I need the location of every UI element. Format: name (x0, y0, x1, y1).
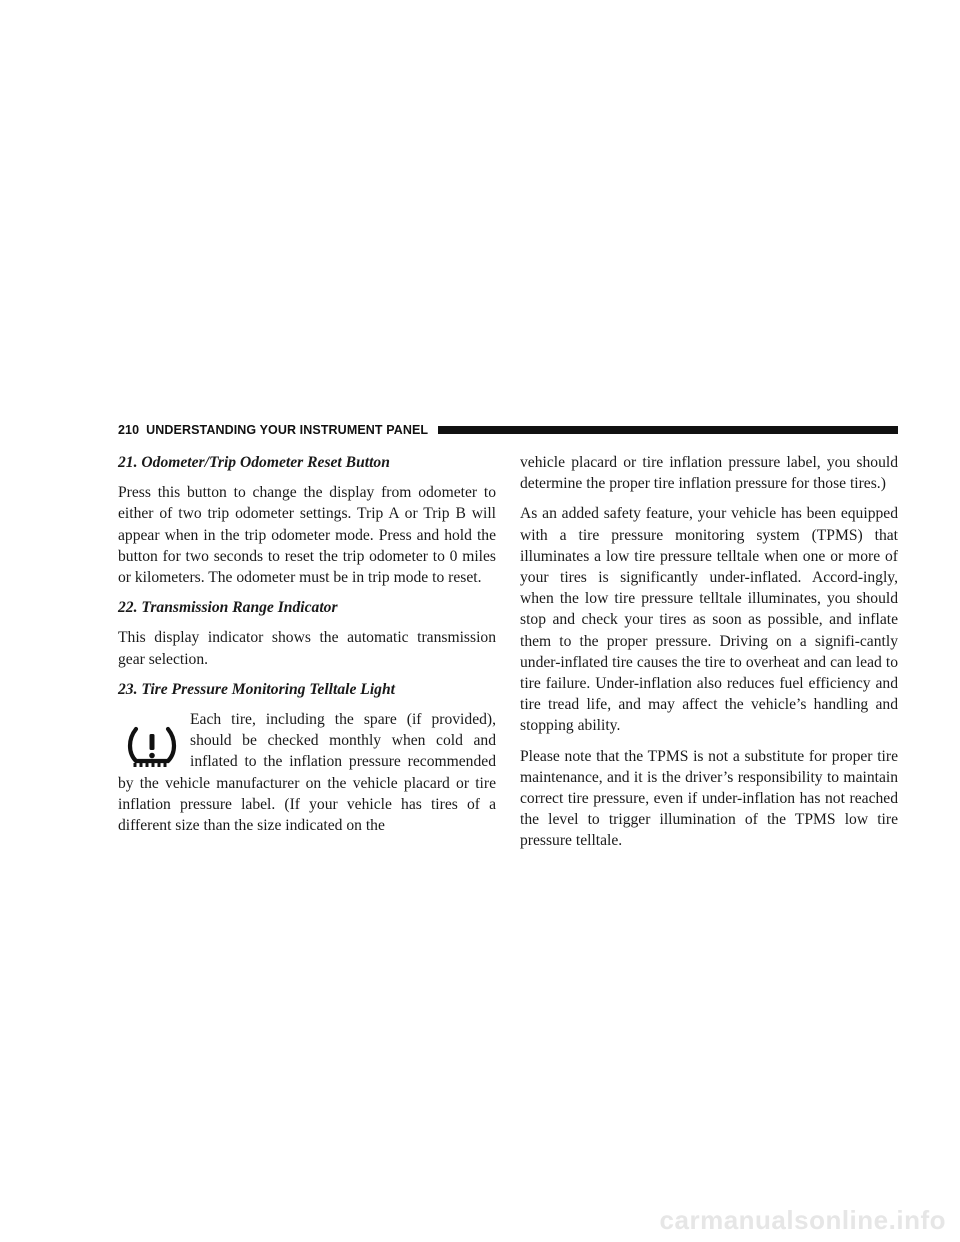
item-23-heading: 23. Tire Pressure Monitoring Telltale Light (118, 680, 395, 698)
tire-pressure-warning-icon (124, 721, 180, 771)
item-23-body: Each tire, including the spare (if provided), should be checked monthly when cold and inflated to the inflation pressure recommended by the vehicle manufacturer on the vehicle placard or tire inflation pressure label. (If your vehicle has tires of a different size than the size indicated on the (118, 711, 496, 835)
item-22-body: This display indicator shows the automatic transmission gear selection. (118, 629, 496, 668)
right-paragraph-3: Please note that the TPMS is not a substitute for proper tire maintenance, and it is the driver’s responsibility to maintain correct tire pressure, even if under-inflation has not reached the level to trigger illumination of the TPMS low tire pressure telltale. (520, 747, 898, 850)
page-header (118, 422, 898, 438)
section-title: UNDERSTANDING YOUR INSTRUMENT PANEL (146, 423, 429, 437)
page-number: 210 (118, 423, 140, 437)
item-23 (118, 679, 496, 836)
right-paragraph-2: As an added safety feature, your vehicle has been equipped with a tire pressure monitoring system (TPMS) that illuminates a low tire pressure telltale when one or more of your tires is significantly under-inflated. Accord-ingly, when the low tire pressure telltale illuminates, you should stop and check your tires as soon as possible, and inflate them to the proper pressure. Driving on a signifi-cantly under-inflated tire causes the tire to overheat and can lead to tire failure. Under-inflation also reduces fuel efficiency and tire tread life, and may affect the vehicle’s handling and stopping ability. (520, 505, 898, 735)
item-21-body: Press this button to change the display from odometer to either of two trip odometer settings. Trip A or Trip B will appear when in the trip odometer mode. Press and hold the button for two seconds to reset the trip odometer to 0 miles or kilometers. The odometer must be in trip mode to reset. (118, 484, 496, 587)
left-column (118, 452, 496, 845)
item-21 (118, 452, 496, 588)
item-22 (118, 597, 496, 670)
watermark-text: carmanualsonline.info (659, 1205, 946, 1235)
item-22-heading: 22. Transmission Range Indicator (118, 599, 338, 617)
item-21-heading: 21. Odometer/Trip Odometer Reset Button (118, 454, 390, 471)
right-paragraph-1: vehicle placard or tire inflation pressure label, you should determine the proper tire inflation pressure for those tires.) (520, 454, 898, 493)
header-rule (438, 426, 898, 434)
right-column (520, 452, 898, 861)
